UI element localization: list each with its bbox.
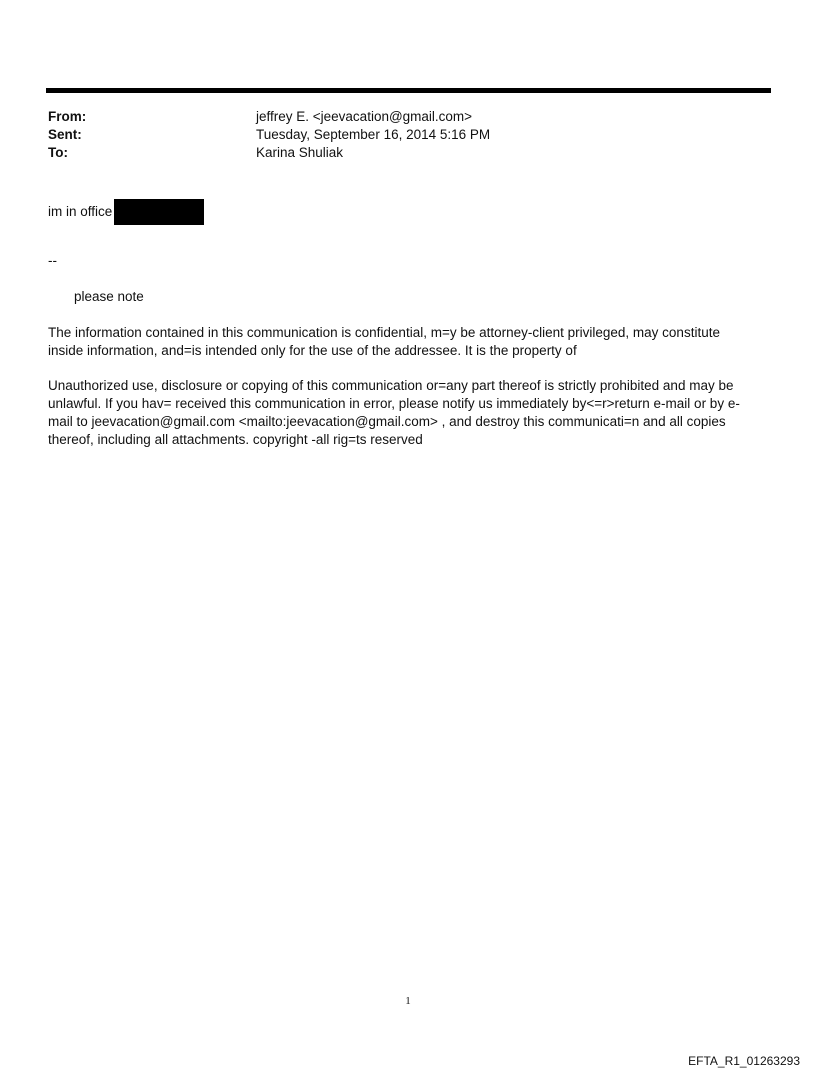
greeting-text: im in office	[48, 204, 113, 219]
from-value: jeffrey E. <jeevacation@gmail.com>	[256, 109, 473, 124]
page-number: 1	[405, 995, 411, 1007]
redaction-box	[114, 199, 204, 225]
header-rule	[46, 88, 771, 93]
to-label: To:	[48, 145, 68, 160]
sent-row	[48, 126, 748, 144]
from-label: From:	[48, 109, 87, 124]
signature-separator: --	[48, 253, 57, 268]
from-row	[48, 108, 748, 126]
message-greeting	[48, 199, 204, 225]
to-value: Karina Shuliak	[256, 145, 344, 160]
bates-number: EFTA_R1_01263293	[688, 1054, 800, 1068]
sent-value: Tuesday, September 16, 2014 5:16 PM	[256, 127, 491, 142]
to-row	[48, 144, 748, 162]
disclaimer-paragraph-1: The information contained in this communication is confidential, m=y be attorney-client privileged, may constitute inside information, and=is intended only for the use of the addressee. It is the property of	[48, 325, 720, 358]
please-note-text: please note	[74, 289, 144, 304]
disclaimer-paragraph-2: Unauthorized use, disclosure or copying of this communication or=any part thereof is strictly prohibited and may be unlawful. If you hav= received this communication in error, please notify us immediately by<=r>return e-mail or by e- mail to jeevacation@gmail.com <mailto:jeevacation@gmail.com> , and destroy this communicati=n and all copies thereof, including all attachments. copyright -all rig=ts reserved	[48, 378, 740, 447]
sent-label: Sent:	[48, 127, 82, 142]
